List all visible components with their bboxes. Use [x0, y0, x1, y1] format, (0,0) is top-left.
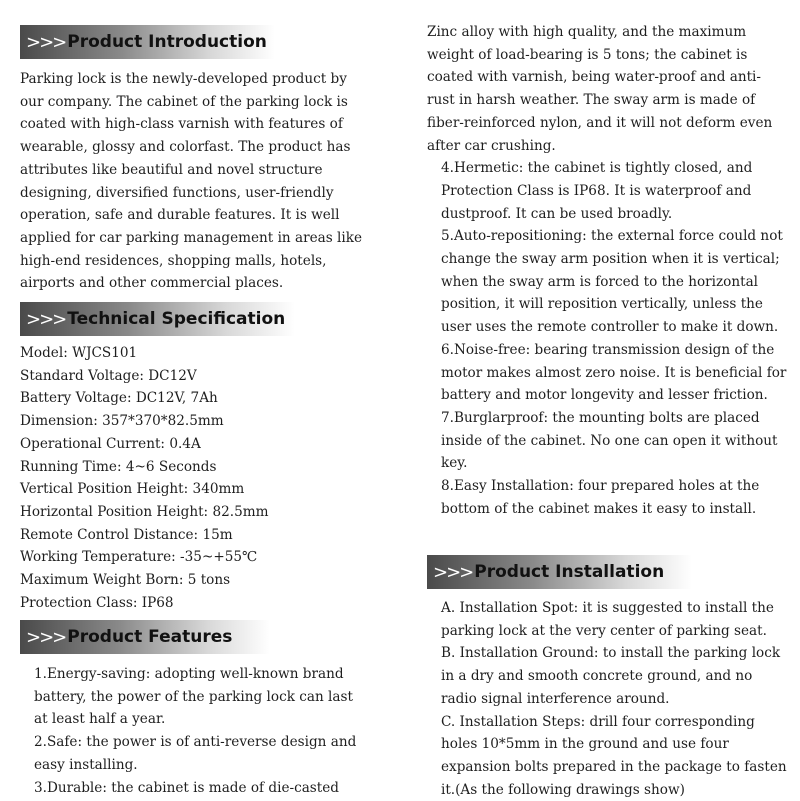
installation-item: A. Installation Spot: it is suggested to install the parking lock at the very center of parking seat. — [441, 600, 774, 639]
spec-item: Remote Control Distance: 15m — [20, 526, 233, 543]
chevron-right-icon: >>> — [26, 308, 66, 330]
spec-item: Dimension: 357*370*82.5mm — [20, 413, 224, 430]
installation-item: B. Installation Ground: to install the parking lock in a dry and smooth concrete ground, and no radio signal interference around. — [441, 645, 781, 707]
feature-item: 1.Energy-saving: adopting well-known brand battery, the power of the parking lock can last at least half a year. — [34, 666, 353, 728]
section-header-features — [20, 620, 270, 654]
feature-item-continued: Zinc alloy with high quality, and the maximum weight of load-bearing is 5 tons; the cabinet is coated with varnish, being water-proof and anti-rust in harsh weather. The sway arm is made of fiber-reinforced nylon, and it will not deform even after car crushing. — [427, 24, 773, 154]
section-header-installation — [427, 555, 692, 589]
feature-item: 8.Easy Installation: four prepared holes at the bottom of the cabinet makes it easy to install. — [441, 478, 760, 517]
spec-item: Operational Current: 0.4A — [20, 435, 201, 452]
section-title: Product Introduction — [67, 32, 267, 52]
section-header-introduction — [20, 25, 275, 59]
feature-item: 3.Durable: the cabinet is made of die-casted — [34, 779, 339, 796]
feature-item: 5.Auto-repositioning: the external force could not change the sway arm position when it is vertical; when the sway arm is forced to the horizontal position, it will reposition vertically, unless the user uses the remote controller to make it down. — [441, 228, 783, 336]
feature-item: 6.Noise-free: bearing transmission design of the motor makes almost zero noise. It is beneficial for battery and motor longevity and lesser friction. — [441, 341, 787, 404]
feature-item: 2.Safe: the power is of anti-reverse design and easy installing. — [34, 734, 357, 773]
spec-item: Vertical Position Height: 340mm — [20, 481, 245, 498]
chevron-right-icon: >>> — [433, 561, 473, 583]
spec-item: Working Temperature: -35~+55℃ — [20, 549, 258, 566]
spec-item: Horizontal Position Height: 82.5mm — [20, 503, 269, 520]
section-title: Technical Specification — [67, 309, 286, 329]
spec-item: Running Time: 4~6 Seconds — [20, 458, 217, 475]
feature-item: 4.Hermetic: the cabinet is tightly closed, and Protection Class is IP68. It is waterproof and dustproof. It can be used broadly. — [441, 160, 753, 222]
spec-item: Standard Voltage: DC12V — [20, 367, 197, 384]
chevron-right-icon: >>> — [26, 626, 66, 648]
spec-list — [20, 342, 269, 614]
installation-list — [427, 597, 787, 801]
spec-item: Model: WJCS101 — [20, 345, 138, 361]
section-title: Product Features — [67, 627, 233, 647]
spec-item: Maximum Weight Born: 5 tons — [20, 572, 231, 589]
section-header-specification — [20, 302, 295, 336]
introduction-paragraph: Parking lock is the newly-developed product by our company. The cabinet of the parking lock is coated with high-class varnish with features of wearable, glossy and colorfast. The product has attributes like beautiful and novel structure designing, diversified functions, user-friendly operation, safe and durable features. It is well applied for car parking management in areas like high-end residences, shopping malls, hotels, airports and other commercial places. — [20, 71, 363, 292]
chevron-right-icon: >>> — [26, 31, 66, 53]
spec-item: Protection Class: IP68 — [20, 594, 174, 611]
features-list-right — [427, 21, 787, 520]
feature-item: 7.Burglarproof: the mounting bolts are placed inside of the cabinet. No one can open it without key. — [441, 409, 778, 472]
section-title: Product Installation — [474, 562, 665, 582]
features-list-left — [20, 663, 365, 799]
spec-item: Battery Voltage: DC12V, 7Ah — [20, 390, 218, 407]
installation-item: C. Installation Steps: drill four corresponding holes 10*5mm in the ground and use four expansion bolts prepared in the package to fasten it.(As the following drawings show) — [441, 713, 787, 798]
